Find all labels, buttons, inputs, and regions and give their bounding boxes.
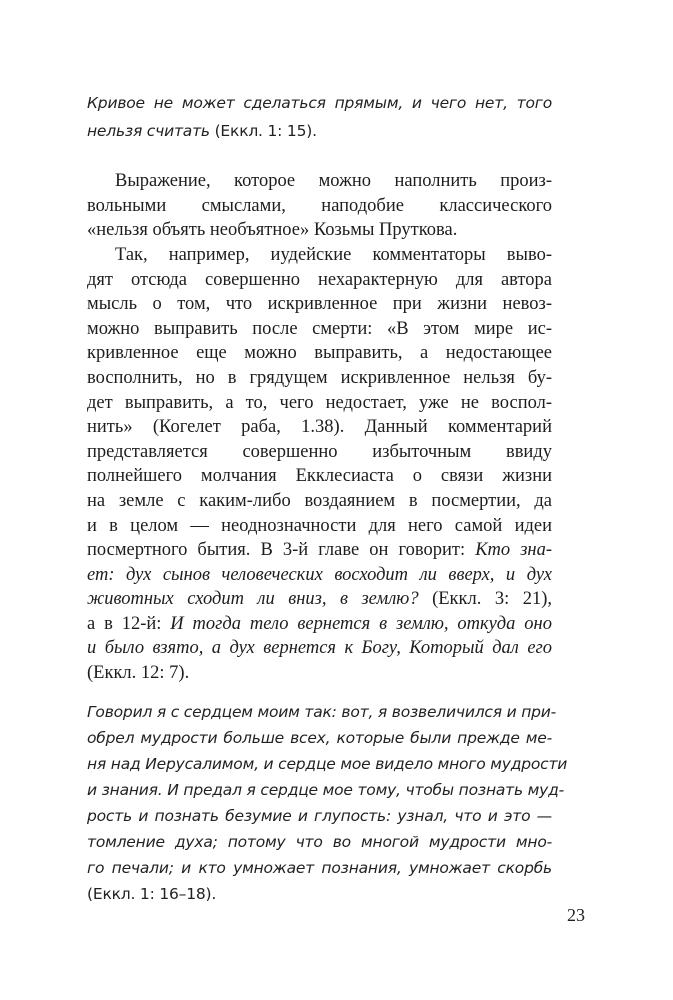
body-line: нить» (Когелет раба, 1.38). Данный комментарий xyxy=(87,417,552,437)
scripture-reference: (Еккл. 3: 21), xyxy=(418,589,552,609)
body-line: мысль о том, что искривленное при жизни невоз- xyxy=(87,294,552,314)
body-line: Так, например, иудейские комментаторы выво- xyxy=(115,245,552,265)
body-line: Выражение, которое можно наполнить произ- xyxy=(115,171,552,191)
body-line: и в целом — неоднозначности для него самой идеи xyxy=(87,516,552,536)
body-line: восполнить, но в грядущем искривленное нельзя бу- xyxy=(87,368,552,388)
epigraph-line xyxy=(87,885,552,903)
body-line: можно выправить после смерти: «В этом мире ис- xyxy=(87,319,552,339)
body-line: дят отсюда совершенно нехарактерную для автора xyxy=(87,270,552,290)
body-line: вольными смыслами, наподобие классического xyxy=(87,196,552,216)
quoted-scripture: и было взято, а дух вернется к Богу, Который дал его xyxy=(87,638,552,658)
body-line xyxy=(87,540,552,561)
epigraph-line: Кривое не может сделаться прямым, и чего нет, того xyxy=(87,94,552,112)
body-line xyxy=(87,638,552,659)
body-line: на земле с каким-либо воздаянием в посмертии, да xyxy=(87,491,552,511)
quoted-scripture: ет: дух сынов человеческих восходит ли вверх, и дух xyxy=(87,565,552,585)
epigraph-line: и знания. И предал я сердце мое тому, чтобы познать муд- xyxy=(87,781,565,799)
body-line xyxy=(87,565,552,586)
epigraph-line xyxy=(87,122,552,140)
body-line xyxy=(87,589,552,610)
page-number: 23 xyxy=(567,905,585,925)
body-line: представляется совершенно избыточным ввиду xyxy=(87,442,552,462)
body-text: посмертного бытия. В 3-й главе он говорит: xyxy=(87,540,476,560)
body-line: кривленное еще можно выправить, а недостающее xyxy=(87,343,552,363)
body-line: дет выправить, а то, чего недостает, уже не воспол- xyxy=(87,393,552,413)
epigraph-reference: (Еккл. 1: 15). xyxy=(209,122,317,140)
epigraph-reference: (Еккл. 1: 16–18). xyxy=(87,885,217,903)
epigraph-italic: нельзя считать xyxy=(87,122,210,140)
body-line: полнейшего молчания Екклесиаста о связи жизни xyxy=(87,466,552,486)
body-line: (Еккл. 12: 7). xyxy=(87,663,190,683)
epigraph-line: обрел мудрости больше всех, которые были прежде ме- xyxy=(87,729,552,747)
quoted-scripture: И тогда тело вернется в землю, откуда оно xyxy=(170,614,552,634)
quoted-scripture: животных сходит ли вниз, в землю? xyxy=(87,589,419,609)
epigraph-line: го печали; и кто умножает познания, умножает скорбь xyxy=(87,859,552,877)
epigraph-line: Говорил я с сердцем моим так: вот, я возвеличился и при- xyxy=(87,703,557,721)
epigraph-line: ня над Иерусалимом, и сердце мое видело много мудрости xyxy=(87,755,568,773)
body-line: «нельзя объять необъятное» Козьмы Пруткова. xyxy=(87,220,458,240)
quoted-scripture: Кто зна- xyxy=(475,540,552,560)
body-text: а в 12-й: xyxy=(87,614,171,634)
epigraph-line: томление духа; потому что во многой мудрости мно- xyxy=(87,833,552,851)
body-line xyxy=(87,614,552,635)
epigraph-line: рость и познать безумие и глупость: узнал, что и это — xyxy=(87,807,552,825)
